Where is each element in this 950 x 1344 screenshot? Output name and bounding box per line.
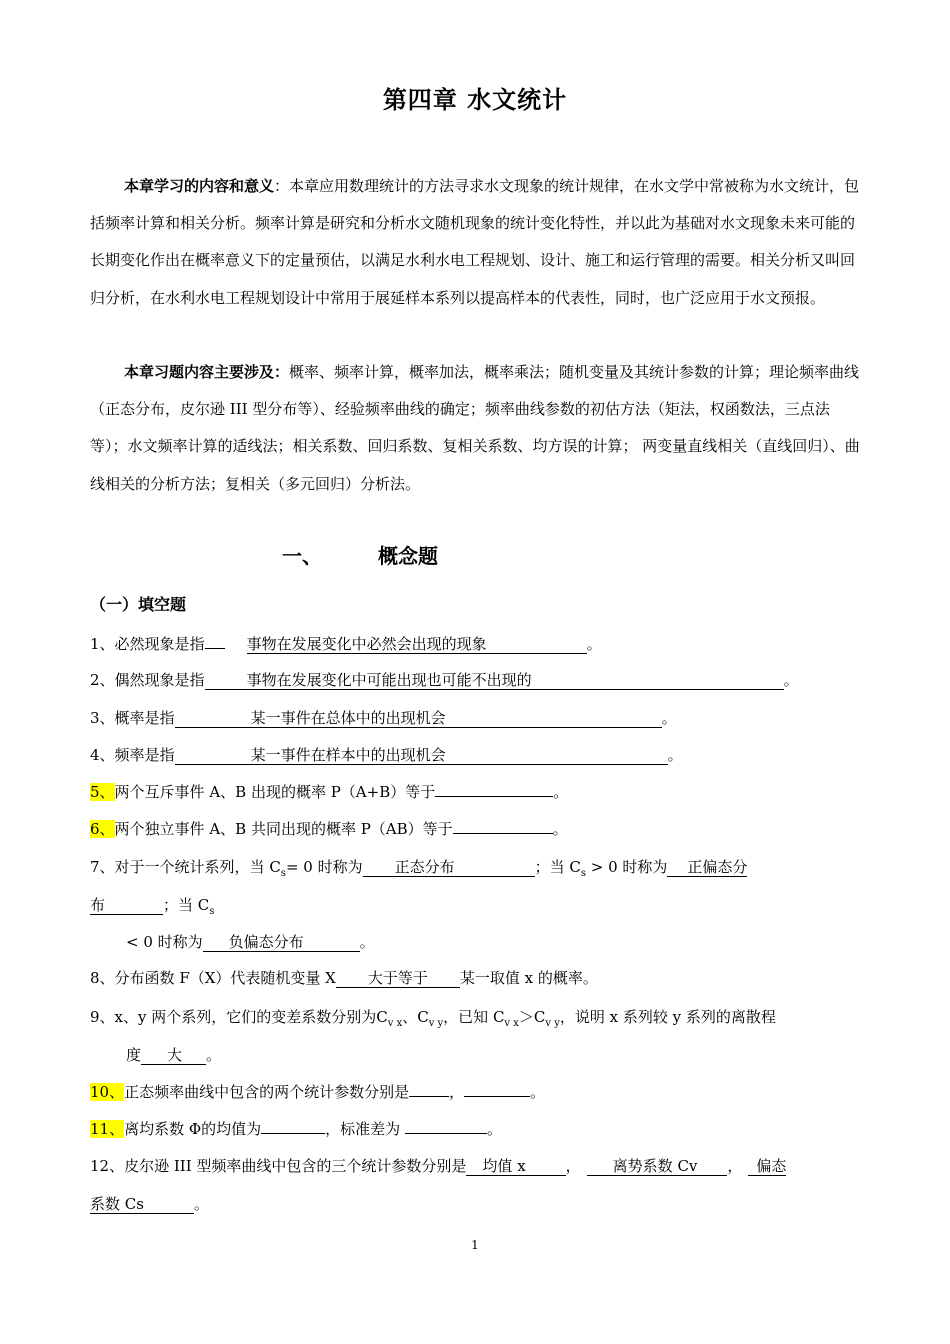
question-6: 6、两个独立事件 A、B 共同出现的概率 P（AB）等于 。 <box>90 820 568 838</box>
section-heading <box>282 540 438 569</box>
intro-paragraph-2 <box>90 354 860 503</box>
answer-blank <box>748 1157 786 1176</box>
answer-blank <box>667 858 747 877</box>
section-title: 概念题 <box>378 544 438 568</box>
question-9-continued: 度 大 。 <box>126 1046 222 1064</box>
answer-text: 离势系数 Cv <box>612 1157 698 1175</box>
section-number: 一、 <box>282 544 322 568</box>
answer-text: 事物在发展变化中必然会出现的现象 <box>246 635 487 653</box>
answer-blank <box>205 671 784 690</box>
question-number: 7、 <box>90 858 115 876</box>
answer-text: 偏态 <box>756 1157 787 1175</box>
answer-text: 正偏态分 <box>687 858 748 876</box>
answer-blank <box>261 1133 325 1134</box>
answer-blank <box>466 1157 565 1176</box>
question-number: 2、 <box>90 671 115 689</box>
answer-text: 大 <box>167 1046 183 1064</box>
question-number: 4、 <box>90 746 115 764</box>
answer-blank <box>405 1133 487 1134</box>
question-9: 9、x、y 两个系列，它们的变差系数分别为$C_{v x}$、$C_{v y}$，已知 $C_{v x}>C_{v y}$，说明 x 系列较 y 系列的离散程 <box>90 1008 776 1029</box>
answer-blank <box>90 1195 194 1214</box>
answer-blank <box>363 858 535 877</box>
question-number-highlighted: 5、 <box>90 783 115 801</box>
question-7-continued: 布 ；当 $C_s$ <box>90 896 215 917</box>
question-text: 偶然现象是指 <box>114 671 205 689</box>
question-number: 1、 <box>90 635 115 653</box>
answer-text: 某一事件在总体中的出现机会 <box>250 709 446 727</box>
answer-blank <box>90 896 163 915</box>
question-text: 两个互斥事件 A、B 出现的概率 P（A+B）等于 <box>114 783 436 801</box>
question-12: 12、皮尔逊 III 型频率曲线中包含的三个统计参数分别是 均值 x ， 离势系数 Cv ， 偏态 <box>90 1157 787 1175</box>
question-10: 10、正态频率曲线中包含的两个统计参数分别是 ， 。 <box>90 1083 546 1101</box>
answer-blank <box>247 635 587 654</box>
question-text: 离均系数 Φ的均值为 <box>124 1120 262 1138</box>
question-text: 频率是指 <box>114 746 175 764</box>
question-5: 5、两个互斥事件 A、B 出现的概率 P（A+B）等于 。 <box>90 783 569 801</box>
answer-text: 大于等于 <box>367 969 428 987</box>
question-4: 4、频率是指 某一事件在样本中的出现机会 。 <box>90 746 683 764</box>
answer-text: 某一事件在样本中的出现机会 <box>250 746 446 764</box>
question-11: 11、离均系数 Φ的均值为 ，标准差为 。 <box>90 1120 502 1138</box>
answer-blank <box>141 1046 206 1065</box>
question-text: 两个独立事件 A、B 共同出现的概率 P（AB）等于 <box>114 820 453 838</box>
intro-lead-2: 本章习题内容主要涉及： <box>124 363 290 381</box>
answer-text: 系数 Cs <box>90 1195 144 1213</box>
question-number: 12、 <box>90 1157 125 1175</box>
answer-blank <box>587 1157 728 1176</box>
answer-text: 负偏态分布 <box>228 933 304 951</box>
question-7: 7、对于一个统计系列，当 $C_s= 0$ 时称为 正态分布 ；当 $C_s > 0$ 时称为 正偏态分 <box>90 858 748 879</box>
question-text: 正态频率曲线中包含的两个统计参数分别是 <box>124 1083 410 1101</box>
question-number-highlighted: 11、 <box>90 1120 125 1138</box>
question-number: 8、 <box>90 969 115 987</box>
answer-blank <box>453 833 553 834</box>
answer-blank <box>175 709 662 728</box>
blank-line <box>205 648 225 649</box>
question-number: 3、 <box>90 709 115 727</box>
question-12-continued: 系数 Cs 。 <box>90 1195 209 1213</box>
answer-blank <box>175 746 668 765</box>
question-8: 8、分布函数 F（X）代表随机变量 X 大于等于 某一取值 x 的概率。 <box>90 969 598 987</box>
intro-paragraph-1 <box>90 168 860 317</box>
intro-lead-1: 本章学习的内容和意义 <box>124 177 275 195</box>
intro-text-1: ：本章应用数理统计的方法寻求水文现象的统计规律，在水文学中常被称为水文统计，包括频率计算和相关分析。频率计算是研究和分析水文随机现象的统计变化特性，并以此为基础对水文现象未来可能的长期变化作出在概率意义下的定量预估，以满足水利水电工程规划、设计、施工和运行管理的需要。相关分析又叫回归分析，在水利水电工程规划设计中常用于展延样本系列以提高样本的代表性，同时，也广泛应用于水文预报。 <box>90 177 860 307</box>
answer-blank <box>435 796 553 797</box>
answer-text: 均值 x <box>482 1157 526 1175</box>
question-number-highlighted: 10、 <box>90 1083 125 1101</box>
question-3: 3、概率是指 某一事件在总体中的出现机会 。 <box>90 709 677 727</box>
answer-text: 事物在发展变化中可能出现也可能不出现的 <box>246 671 532 689</box>
chapter-title: 第四章 水文统计 <box>382 86 568 114</box>
question-text: 必然现象是指 <box>114 635 205 653</box>
question-text: 皮尔逊 III 型频率曲线中包含的三个统计参数分别是 <box>124 1157 467 1175</box>
answer-blank <box>203 933 360 952</box>
subsection-heading: （一）填空题 <box>90 595 187 614</box>
question-7-continued-2: < 0 时称为 负偏态分布 。 <box>126 933 375 951</box>
page-number: 1 <box>471 1238 479 1252</box>
question-2: 2、偶然现象是指 事物在发展变化中可能出现也可能不出现的 。 <box>90 671 799 689</box>
question-1: 1、必然现象是指 事物在发展变化中必然会出现的现象 。 <box>90 635 602 653</box>
answer-text: 正态分布 <box>394 858 455 876</box>
question-text: 分布函数 F（X）代表随机变量 X <box>114 969 336 987</box>
question-text: 概率是指 <box>114 709 175 727</box>
answer-blank <box>409 1096 449 1097</box>
answer-text: 布 <box>90 896 106 914</box>
question-number: 9、 <box>90 1008 115 1026</box>
question-number-highlighted: 6、 <box>90 820 115 838</box>
answer-blank <box>464 1096 530 1097</box>
intro-text-2: 概率、频率计算，概率加法，概率乘法；随机变量及其统计参数的计算；理论频率曲线（正态分布，皮尔逊 III 型分布等）、经验频率曲线的确定；频率曲线参数的初估方法（矩法，权函数法，三点法等）；水文频率计算的适线法；相关系数、回归系数、复相关系数、均方误的计算； 两变量直线相关（直线回归）、曲线相关的分析方法；复相关（多元回归）分析法。 <box>90 363 860 493</box>
answer-blank <box>336 969 460 988</box>
